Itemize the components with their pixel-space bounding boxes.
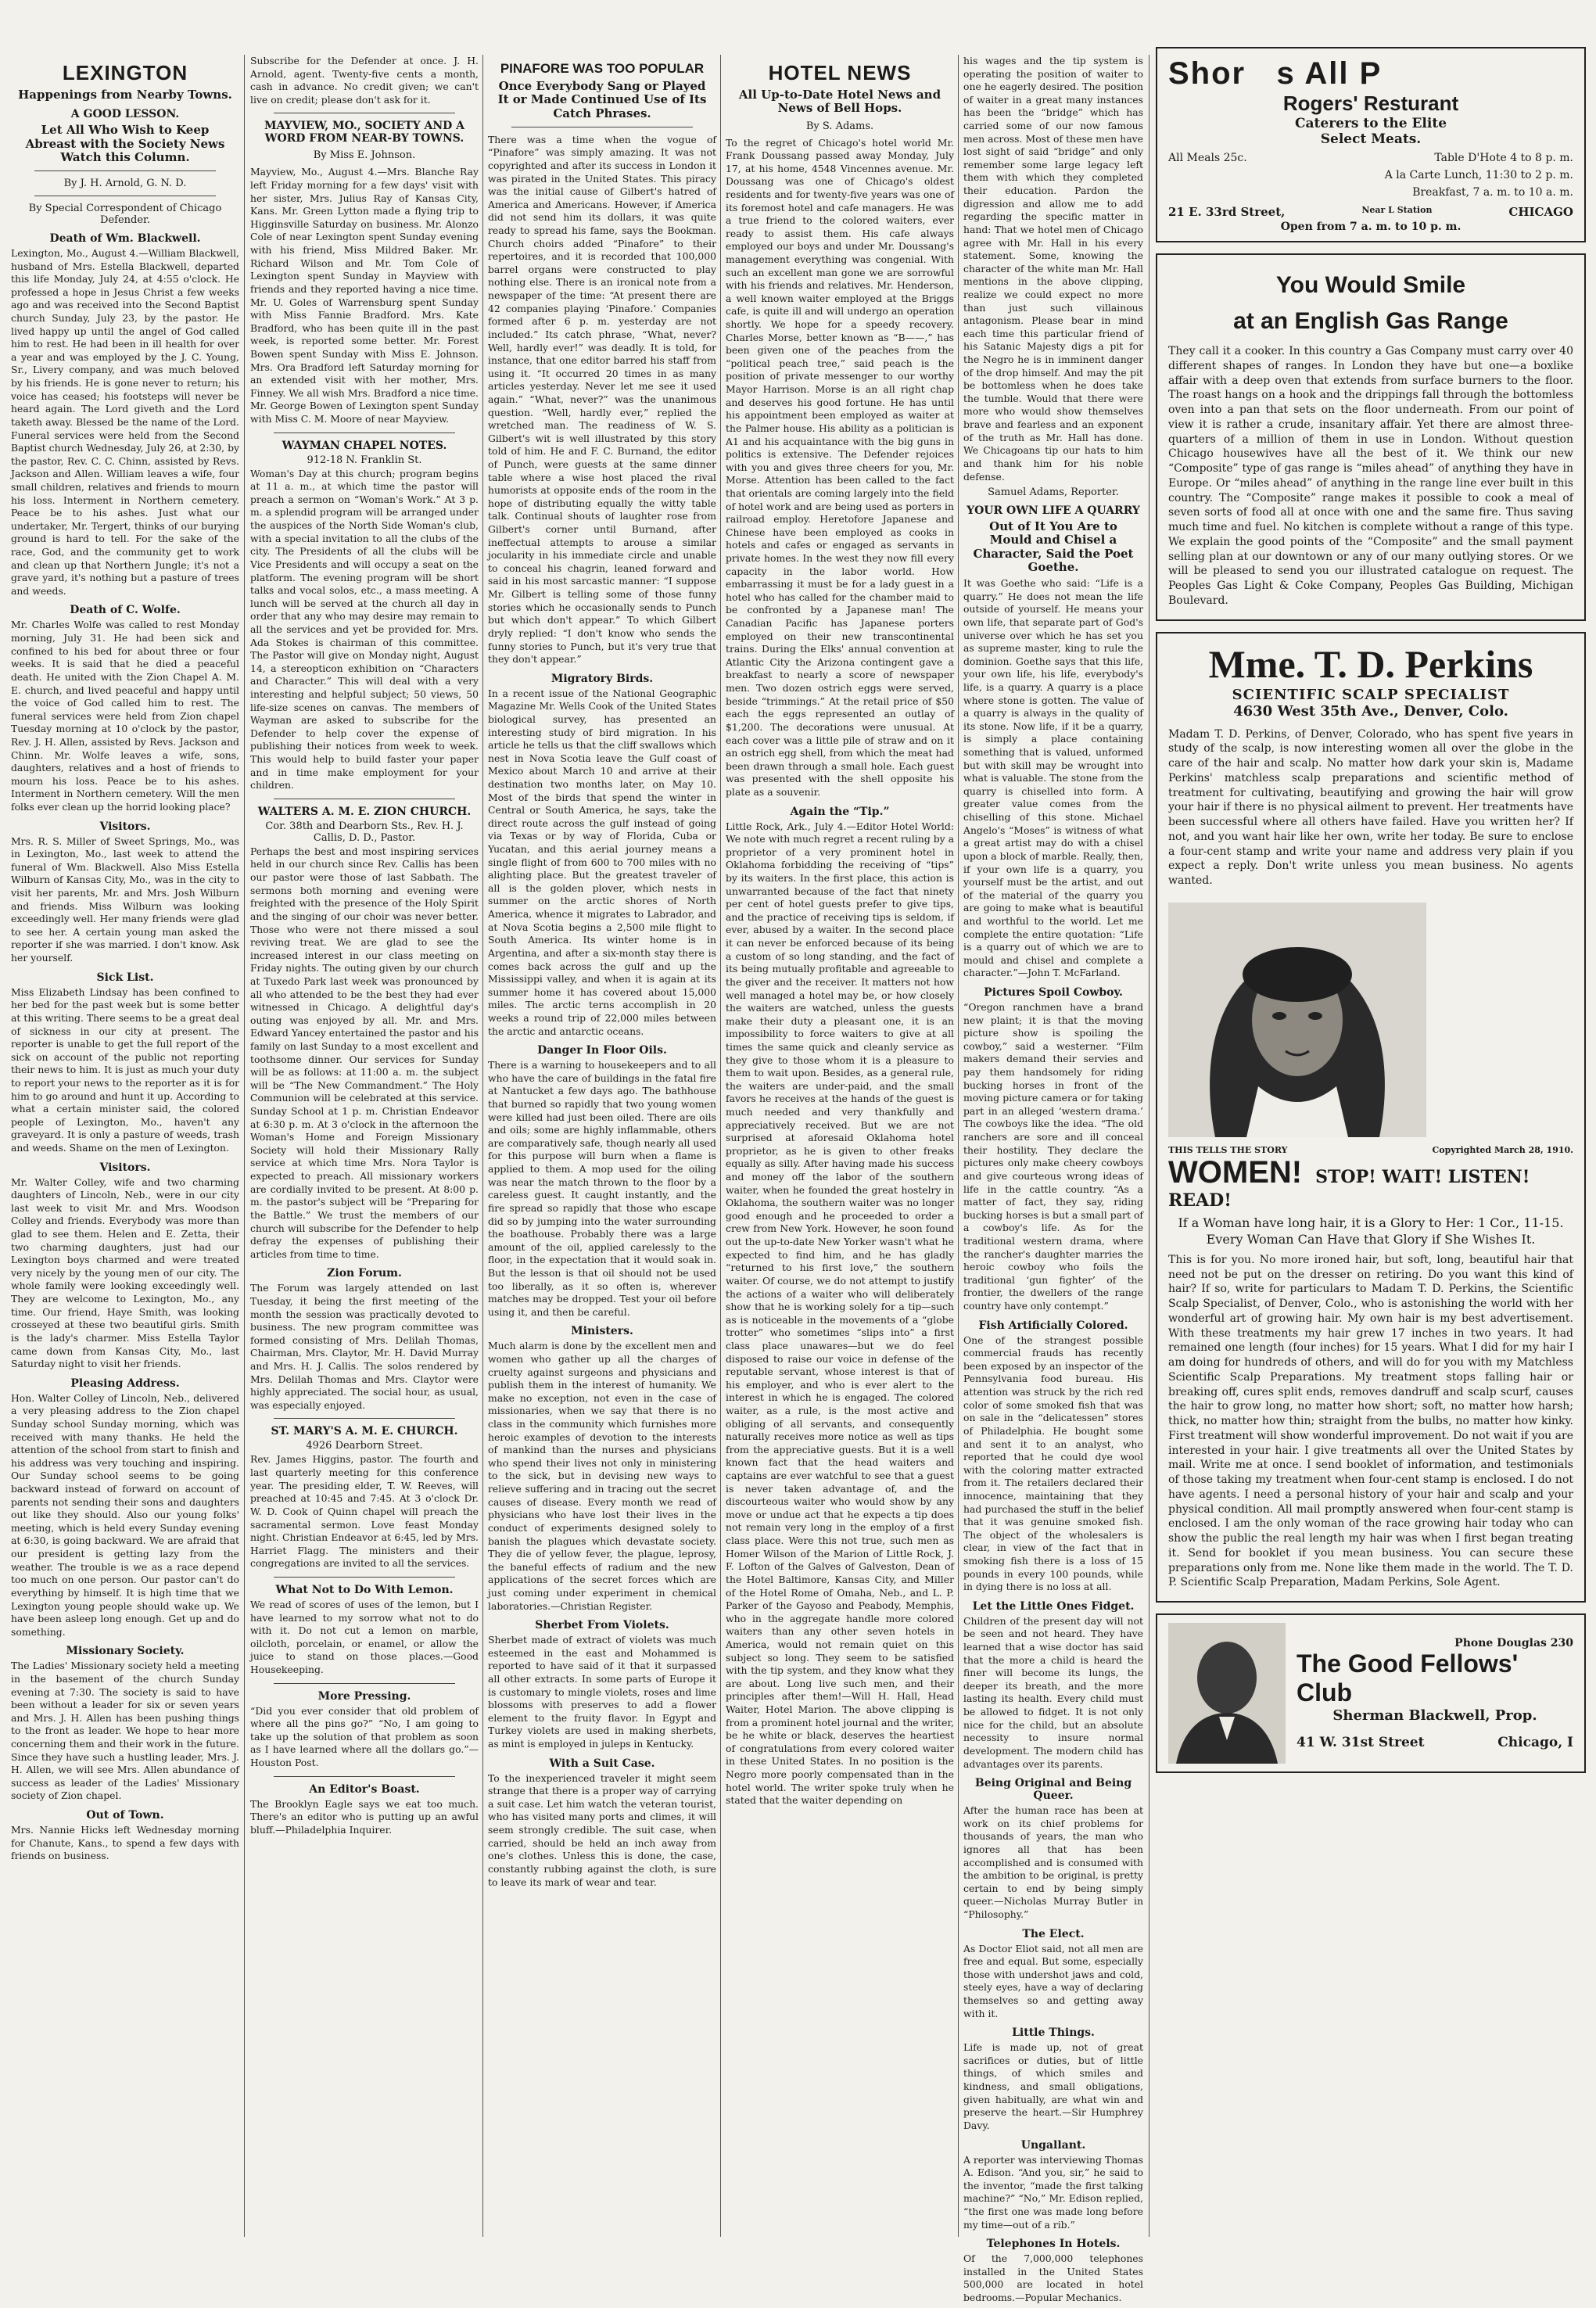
article-title: Death of Wm. Blackwell. xyxy=(49,232,201,245)
article-title: Death of C. Wolfe. xyxy=(70,604,181,617)
article-body: his wages and the tip system is operating the position of waiter to one he eagerly desired. The position of waiter in a great many instances has been the “bridge” which has carried some of our now famous men across. Most of these men have lost sight of said “bridge” and only remember some large legacy left them with which they completed their education. Pardon the digression and allow me to add regarding the specific matter in hand: That we hotel men of Chicago agree with Mr. Hall in his every statement. Some, knowing the character of the white man Mr. Hall mentions in the above clipping, realize we could expect no more than just such villainous antagonism. Please bear in mind each time this particular friend of his Satanic Majesty digs a pit for the Negro he is in imminent danger of the drop himself. And may the pit be bottomless when he does take the tumble. Would that there were more who would show themselves brave and fearless and an exponent of the truth as Mr. Hall has done. We Chicagoans tip our hats to him and thank him for his noble defense. xyxy=(963,55,1143,483)
article-title: More Pressing. xyxy=(317,1689,411,1703)
ad-headline: Shor s All P xyxy=(1168,56,1383,91)
article-body: In a recent issue of the National Geographic Magazine Mr. Wells Cook of the United States biological survey, has presented an interesting study of bird migration. In his article he tells us that the cliff swallows which nest in Nova Scotia leave the Gulf coast of Mexico about March 10 and arrive at their destination two months later, on May 10. Most of the birds that spend the winter in Central or South America, he says, take the direct route across the gulf instead of going via Texas or by way of Florida, Cuba or Yucatan, and this aerial journey means a single flight of from 600 to 700 miles with no alighting place. But the greatest traveler of all is the golden plover, which nests in summer on the arctic shores of North America, whence it migrates to Labrador, and at Nova Scotia begins a 2,500 mile flight to South America. Its winter home is in Argentina, and after a six-month stay there is comes back across the gulf and up the Mississippi valley, and when it is again at its summer home it has covered about 15,000 miles. The arctic terns accomplish in 20 weeks a round trip of 22,000 miles between the arctic and antarctic oceans. xyxy=(488,687,716,1037)
column-rule xyxy=(958,55,959,2237)
ad-body: They call it a cooker. In this country a Gas Company must carry over 40 different shapes of ranges. In London they have but one—a boxlike affair with a deep oven that extends from surface burners to the floor. The roast hangs on a hook and the drippings fall through the bottomless oven into a pan that sets on the floor underneath. From our point of view it is rather a crude, insanitary affair. Yet there are almost three-quarters of a million of them in use in London. Without question Chicago housewives have all the best of it. We think our new “Composite” type of gas range is “miles ahead” of anything they have in Europe. Or “miles ahead” of anything in the range line ever built in this country. The “Composite” range makes it possible to cook a meal of seven sorts of food all at once with one and the same fire. Thus saving much time and fuel. No kitchen is complete without a range of this type. We explain the good points of the “Composite” and the small payment selling plan at our downtown or any of our many outlying stores. Or we will be pleased to send you our illustrated catalogue on request. The Peoples Gas Light & Coke Company, Peoples Gas Building, Michigan Boulevard. xyxy=(1168,345,1573,607)
byline: By S. Adams. xyxy=(805,120,874,132)
article-body: Sherbet made of extract of violets was much esteemed in the east and Mohammed is reported to have said of it that it surpassed all other extracts. In some parts of Europe it is customary to mingle violets, roses and lime blossoms with preserves to add a flower element to the fruity flavor. In Egypt and Turkey violets are used in making sherbets, as mint is employed in juleps in Kentucky. xyxy=(488,1634,716,1750)
article-title: WAYMAN CHAPEL NOTES. xyxy=(282,439,447,452)
article-title: Missionary Society. xyxy=(66,1645,185,1658)
divider xyxy=(274,1577,455,1578)
headline-pinafore: PINAFORE WAS TOO POPULAR xyxy=(500,61,705,76)
article-title: Little Things. xyxy=(1012,2026,1095,2040)
article-title: An Editor's Boast. xyxy=(309,1782,420,1796)
article-body: The Forum was largely attended on last Tuesday, it being the first meeting of the month the session was practically devoted to business. The new program committee was formed consisting of Mrs. Delilah Thomas, Chairman, Mrs. Claytor, Mr. H. David Murray and Mrs. H. J. Callis. The solos rendered by Mrs. Delilah Thomas and Mrs. Claytor were highly appreciated. The social hour, as usual, was especially enjoyed. xyxy=(250,1282,479,1411)
address: 4926 Dearborn Street. xyxy=(306,1440,423,1452)
byline: By Miss E. Johnson. xyxy=(313,149,416,162)
column-society xyxy=(250,55,479,1840)
ad-perkins-scalp xyxy=(1156,632,1586,1603)
column-rule xyxy=(720,55,721,2237)
article-title: Being Original and Being Queer. xyxy=(974,1777,1132,1803)
deck-happenings: Happenings from Nearby Towns. xyxy=(18,88,232,102)
article-body: As Doctor Eliot said, not all men are free and equal. But some, especially those with undershot jaws and cold, steely eyes, have a way of declaring themselves so and getting away with it. xyxy=(963,1942,1143,2019)
headline-hotel-news: HOTEL NEWS xyxy=(768,61,912,84)
article-title: What Not to Do With Lemon. xyxy=(275,1583,454,1596)
scripture-line: If a Woman have long hair, it is a Glory to Her: 1 Cor., 11-15. xyxy=(1178,1215,1564,1230)
ad-phone: Phone Douglas 230 xyxy=(1454,1636,1573,1649)
ad-tagline: Caterers to the Elite xyxy=(1294,116,1447,131)
subscribe-note: Subscribe for the Defender at once. J. H. Arnold, agent. Twenty-five cents a month, cash in advance. No credit given; we can't live on credit; please don't ask for it. xyxy=(250,55,479,106)
article-title: Ungallant. xyxy=(1020,2138,1086,2152)
divider xyxy=(274,1683,455,1684)
article-body: Much alarm is done by the excellent men and women who gather up all the charges of cruelty against surgeons and physicians and publish them in the interest of humanity. We make no exception, not even in the case of missionaries, when we say that there is no class in the community which furnishes more heroic examples of devotion to the interests of mankind than the nurses and physicians who spend their lives not only in ministering to the sick, but in devising new ways to relieve suffering and in tracing out the secret causes of disease. Every month we read of physicians who have lost their lives in the conduct of experiments designed solely to banish the plagues which devastate society. They die of yellow fever, the plague, leprosy, the baneful effects of radium and the new applications of the secret forces which are just coming under experiment in chemical laboratories.—Christian Register. xyxy=(488,1340,716,1612)
portrait-image xyxy=(1168,903,1426,1137)
article-title: Visitors. xyxy=(99,1161,151,1174)
article-title: YOUR OWN LIFE A QUARRY xyxy=(967,504,1140,518)
article-body: Woman's Day at this church; program begins at 11 a. m., at which time the pastor will preach a sermon on “Woman's Work.” At 3 p. m. a splendid program will be arranged under the auspices of the North Side Woman's club, with a special invitation to all the clubs of the city. The Presidents of all the clubs will be Vice Presidents and will occupy a seat on the platform. The evening program will be short talks and vocal solos, etc., a mass meeting. A lunch will be served at the church all day in order that any who may desire may remain to all the services and yet be provided for. Mrs. Ada Stokes is chairman of this committee. The Pastor will give on Monday night, August 14, a stereopticon exhibition on “Characters and Character.” This will deal with a very interesting and helpful subject; 50 views, 50 life-size scenes on canvas. The members of Wayman are asked to subscribe for the Defender to help cover the expense of publishing their notices from week to week. This would help to build faster your paper and in time make employment for your children. xyxy=(250,467,479,791)
article-body: One of the strangest possible commercial frauds has recently been exposed by an inspector of the Pennsylvania food bureau. His attention was struck by the rich red color of some smoked fish that was on sale in the “delicatessen” stores of Philadelphia. He bought some and sent it to an analyst, who reported that he could dye wool with the coloring matter extracted from it. The retailers declared their innocence, maintaining that they had purchased the stuff in the belief that it was genuine smoked fish. The object of the wholesalers is clear, in view of the fact that in smoking fish there is a loss of 15 pounds in every 100 pounds, while in dying there is no loss at all. xyxy=(963,1333,1143,1593)
image-caption: THIS TELLS THE STORY Copyrighted March 28, 1910. xyxy=(1168,1144,1573,1155)
article-body: Mr. Charles Wolfe was called to rest Monday morning, July 31. He had been sick and confined to his bed for about three or four weeks. It is said that he died a peaceful death. He united with the Zion Chapel A. M. E. church, and lived peaceful and happy until the voice of God called him to rest. The funeral services were held from Zion chapel Tuesday morning at 10 o'clock by the pastor, Rev. J. H. Allen, assisted by Revs. Jackson and Chinn. Mr. Wolfe leaves a wife, sons, daughters, relatives and a host of friends to mourn his loss. Peace be to his ashes. Interment in Northern cemetery. Will the men folks ever clean up the horrid looking place? xyxy=(11,619,239,813)
article-body: Mrs. Nannie Hicks left Wednesday morning for Chanute, Kans., to spend a few days with friends on business. xyxy=(11,1824,239,1862)
column-rule xyxy=(244,55,245,2237)
article-body: The Brooklyn Eagle says we eat too much. There's an editor who is putting up an awful bluff.—Philadelphia Inquirer. xyxy=(250,1797,479,1836)
article-body: There was a time when the vogue of “Pinafore” was simply amazing. It was not copyrighted and after its success in London it was pirated in the United States. This piracy was the initial cause of Gilbert's hatred of America and Americans. However, if America did not send him its dollars, it was quite ready to spread his fame, says the Bookman. Church choirs added “Pinafore” to their repertoires, and it is recorded that 100,000 barrel organs were constructed to play nothing else. There is an ironical note from a newspaper of the time: “At present there are 42 companies playing ‘Pinafore.’ Companies formed after 6 p. m. yesterday are not included.” Its catch phrase, “What, never? Well, hardly ever!” was deadly. It is told, for instance, that one editor barred his staff from using it. “It occurred 20 times in as many articles yesterday. Never let me see it used again.” “What, never?” was the unanimous question. “Well, hardly ever,” replied the wretched man. The readiness of W. S. Gilbert's wit is well illustrated by this story told of him. He and F. C. Burnand, the editor of Punch, were guests at the same dinner table where a wise host placed the rival humorists at opposite ends of the room in the hope of distributing equally the witty table talk. Continual shouts of laughter rose from Gilbert's corner until Burnand, after ineffectual attempts to arouse a similar jocularity in his immediate circle and unable to conceal his chagrin, leaned forward and said in his most sarcastic manner: “I suppose Mr. Gilbert is telling some of those funny stories which he occasionally sends to Punch but which don't appear.” To which Gilbert dryly replied: “I don't know who sends the funny stories to Punch, but it's very true that they don't appear.” xyxy=(488,133,716,666)
column-pinafore xyxy=(488,55,716,1892)
article-title: MAYVIEW, MO., SOCIETY AND A WORD FROM NEAR-BY TOWNS. xyxy=(264,120,464,145)
deck: Out of It You Are to Mould and Chisel a Character, Said the Poet Goethe. xyxy=(973,519,1134,574)
ad-subtitle: Rogers' Resturant xyxy=(1282,92,1459,115)
section-title-good-lesson: A GOOD LESSON. xyxy=(70,108,180,121)
article-body: A reporter was interviewing Thomas A. Edison. “And you, sir,” he said to the inventor, “made the first talking machine?” “No,” Mr. Edison replied, “the first one was made long before my time—out of a rib.” xyxy=(963,2153,1144,2231)
article-body: Mrs. R. S. Miller of Sweet Springs, Mo., was in Lexington, Mo., last week to attend the funeral of Wm. Blackwell. Also Miss Estella Wilburn of Kansas City, Mo., was in the city to visit her parents, Mr. and Mrs. Josh Wilburn and friends. Miss Wilburn was looking exceedingly well. Her many friends were glad to see her. A certain young man asked the reporter if she was married. I don't know. Ask her yourself. xyxy=(11,835,239,964)
article-title: Migratory Birds. xyxy=(551,672,654,685)
article-title: Danger In Floor Oils. xyxy=(537,1044,667,1057)
correspondent-note: By Special Correspondent of Chicago Defender. xyxy=(28,203,222,226)
article-title: ST. MARY'S A. M. E. CHURCH. xyxy=(271,1425,458,1438)
article-title: Visitors. xyxy=(99,820,151,833)
ad-meal-row: Breakfast, 7 a. m. to 10 a. m. xyxy=(1412,186,1573,199)
ad-address: 21 E. 33rd Street, Near L Station CHICAGO xyxy=(1168,205,1573,219)
address: 912-18 N. Franklin St. xyxy=(307,454,422,466)
column-rule xyxy=(482,55,483,2237)
column-lexington xyxy=(11,55,239,1866)
article-body: To the inexperienced traveler it might seem strange that there is a proper way of carrying a suit case. Let him watch the veteran tourist, who has visited many ports and climes, it will seem strongly credible. The suit case, when carried, should be held an inch away from one's clothes. Unless this is done, the case, constantly rubbing against the cloth, is sure to leave its mark of wear and tear. xyxy=(488,1771,716,1888)
article-title: Sherbet From Violets. xyxy=(535,1619,669,1632)
article-body: “Oregon ranchmen have a brand new plaint; it is that the moving picture show is spoiling the cowboy,” said a westerner. “Film makers demand their servies and pay them handsomely for riding bucking horses in front of the moving picture camera or for taking part in an alleged ‘western drama.’ The cowboys like the idea. “The old ranchers are sore and ill conceal their hostility. They declare the pictures only make cheery cowboys and give courteous wrong ideas of life in the cattle country. “As a matter of fact, they say, riding bucking horses is but a small part of a cowboy's life. As for the traditional western drama, where the rancher's daughter marries the heroic cowboy who foils the traditional ‘gun fighter’ of the frontier, the dwellers of the range country have only contempt.” xyxy=(963,1001,1143,1312)
article-body: Mr. Walter Colley, wife and two charming daughters of Lincoln, Neb., were in our city last week to visit Mr. and Mrs. Woodson Colley and friends. Everybody was more than glad to see them. Helen and E. Zetta, their two charming daughters, just had our Lexington boys charmed and were treated very nicely by the young men of our city. The whole family were looking exceedingly well. They are welcome to Lexington, Mo., any time. Our friend, Haye Smith, was looking crosseyed at these two beautiful girls. Smith is the lady's charmer. Miss Estella Taylor came down from Kansas City, Mo., last Saturday night to visit her friends. xyxy=(11,1176,239,1370)
byline: By J. H. Arnold, G. N. D. xyxy=(63,178,187,189)
ad-address: 4630 West 35th Ave., Denver, Colo. xyxy=(1233,702,1508,720)
ad-callout: WOMEN! STOP! WAIT! LISTEN! READ! xyxy=(1168,1154,1530,1211)
article-body: There is a warning to housekeepers and to all who have the care of buildings in the fatal fire at Nantucket a few days ago. The bathhouse that burned so rapidly that two young women were killed had just been oiled. There are oils and oils; some are highly inflammable, others are comparatively safe, though nearly all used for this purpose will burn when a flame is applied to them. A mop used for the oiling was near the match thrown to the floor by a careless guest. It caught instantly, and the fire spread so rapidly that those who escape did so by jumping into the water surrounding the boathouse. Probably there was a large amount of the oil, applied carelessly to the floor, in the expectation that it would soak in. But the lesson is that oil should not be used too liberally, as it so often is, wherever matches may be dropped. Test your oil before using it, and then be careful. xyxy=(488,1059,716,1318)
divider xyxy=(274,1418,455,1419)
divider xyxy=(34,170,216,171)
headline-lexington: LEXINGTON xyxy=(62,61,188,84)
article-body: Mayview, Mo., August 4.—Mrs. Blanche Ray left Friday morning for a few days' visit with her sister, Mrs. Julius Ray of Kansas City, Kans. Mr. Green Lytton made a flying trip to Higginsville Saturday on business. Mr. Alonzo Cole of near Lexington spent Sunday evening with his friend, Miss Mildred Baker. Mr. Richard Wilson and Mr. Tom Cole of Lexington spent Sunday in Mayview with friends and they reported having a nice time. Mr. U. Goles of Warrensburg spent Sunday with Miss Fannie Bradford. Mrs. Kate Bradford, who has been quite ill in the past week, is reported some better. Mr. Forest Bowen spent Sunday with Miss E. Johnson. Mrs. Ora Bradford left Saturday morning for an extended visit with her mother, Mrs. Finney. We all wish Mrs. Bradford a nice time. Mr. George Bowen of Lexington spent Sunday with Miss C. M. Moore of near Mayview. xyxy=(250,166,479,425)
article-body: Little Rock, Ark., July 4.—Editor Hotel World: We note with much regret a recent ruling by a proprietor of a very prominent hotel in Oklahoma forbidding the receiving of “tips” by its waiters. In the first place, this action is unwarranted because of the fact that ninety per cent of hotel guests prefer to give tips, and the practice of receiving tips is seldom, if ever, abused by a waiter. In the second place it can never be enforced because of its being a custom of so long standing, and the fact of its being mutually profitable and agreeable to the giver and the receiver. It matters not how well managed a hotel may be, or how closely the waiters are watched, unless the guests make their duty a pleasant one, it is an impossibility to force waiters to give at all times the same quick and cleanly service as they give to those whom it is a pleasure to them to wait upon. Besides, as a general rule, the waiters are under-paid, and the small favors he receives at the hands of the guest is much needed and very thankfully and appreciatively received. But we are not surprised at aforesaid Oklahoma hotel proprietor, as he is given to other freaks equally as silly. After having made his success and money off the labor of the southern waiter, when he founded the great hostelry in Oklahoma, the southern waiter was no longer good enough and he proceeded to order a crew from New York. However, he soon found out the up-to-date New Yorker wasn't what he expected to find him, and he has gladly “returned to his first love,” the southern waiter. Of course, we do not attempt to justify the actions of a waiter who will deliberately show that he is working solely for a tip—such as is noticeable in the movements of a “globe trotter” who sometimes “slips into” a first class place unawares—but we do feel disposed to raise our voice in defense of the reputable servant, whose interest is that of his employer, and who is ever alert to the interest in which he is engaged. The colored waiter, as a rule, is the most active and obliging of all servants, and consequently naturally receives more notice as well as tips from the appreciative guests. But it is a well known fact that the head waiters and captains are ever watchful to see that a guest is never taken advantage of, and the discourteous waiter who would show by any move or undue act that he expects a tip does not remain very long in the employ of a first class place. Were this not true, such men as Homer Wilson of the Marion of Little Rock, J. F. Lofton of the Galves of Galveston, Dean of the Hotel Baltimore, Kansas City, and Miller of the Hotel Rome of Omaha, Neb., and L. P. Parker of the Gayoso and Peabody, Memphis, who in the aggregate handle more colored waiters than any other seven hotels in America, would not remain quiet on this subject so long. They seem to be satisfied with the tip system, and they know what they are about. Long live such men, and their principles after them!—Will H. Hall, Head Waiter, Hotel Marion. The above clipping is from a prominent hotel journal and the writer, be he white or black, deserves the heartiest of congratulations from every colored waiter in these United States. In no position is the Negro more poorly compensated than in the hotel world. The writer spoke truly when he stated that the waiter depending on xyxy=(726,820,954,1807)
ad-headline: You Would Smile xyxy=(1275,272,1466,298)
column-hotel-news xyxy=(726,55,954,1811)
address: Cor. 38th and Dearborn Sts., Rev. H. J. Callis, D. D., Pastor. xyxy=(265,820,464,844)
divider xyxy=(274,1776,455,1777)
ad-headline: at an English Gas Range xyxy=(1233,308,1508,334)
article-body: Children of the present day will not be seen and not heard. They have learned that a wise doctor has said that the more a child is heard the finer will become its lungs, the deeper its breath, and the more lasting its health. Every child must be allowed to fidget. It is not only nice for the child, but an absolute necessity to insure normal development. The modern child has advantages over its parents. xyxy=(963,1614,1143,1770)
ad-rogers-restaurant xyxy=(1156,47,1586,242)
ad-body: Madam T. D. Perkins, of Denver, Colorado, who has spent five years in study of the scalp, is now interesting women all over the globe in the care of the hair and scalp. No matter how dark your skin is, Madame Perkins' matchless scalp preparations and scientific method of treatment for cultivating, beautifying and growing the hair will grow your hair if there is no physical ailment to prevent. Her treatments have been successful where all others have failed. Have you written her? If not, and you want hair like her own, write her today. Be sure to enclose a four-cent stamp and write your name and address very plain if you expect a reply. Don't write unless you mean business. No agents wanted. xyxy=(1168,727,1573,887)
deck: All Up-to-Date Hotel News and News of Bell Hops. xyxy=(738,88,941,116)
article-body: Perhaps the best and most inspiring services held in our church since Rev. Callis has been our pastor were those of last Sabbath. The sermons both morning and evening were freighted with the presence of the Holy Spirit and the singing of our choir was never better. Those who were not there missed a soul reviving treat. We are glad to see the increased interest in our class meeting on Friday nights. The outing given by our church at Tuxedo Park last week was pronounced by all who attended to be the best they had ever witnessed in Chicago. A delightful day's outing was enjoyed by all. Mr. and Mrs. Edward Yancey entertained the pastor and his family on last Sunday to a most excellent and toothsome dinner. Our services for Sunday will be as follows: at 11:00 a. m. the subject will be “The New Commandment.” The Holy Communion will be celebrated at this service. Sunday School at 1 p. m. Christian Endeavor at 6:30 p. m. At 3 o'clock in the afternoon the Woman's Home and Foreign Missionary Society will hold their Missionary Rally service at which time Mrs. Nora Taylor is expected to preach. All missionary workers are cordially invited to be present. At 8:00 p. m. the pastor's subject will be “Preparing for the Battle.” We trust the members of our church will subscribe for the Defender to help defray the expenses of publishing their articles from time to time. xyxy=(250,845,479,1260)
article-body: Lexington, Mo., August 4.—William Blackwell, husband of Mrs. Estella Blackwell, departed this life Monday, July 24, at 4:55 o'clock. He professed a hope in Jesus Christ a few weeks ago and was received into the Second Baptist church Sunday, July 23, by the pastor. He lived happy up until the angel of God called him to rest. He had been in ill health for over a year and was employed by the J. C. Young, Sr., Livery company, and was much beloved by his friends. He is gone never to return; his voice has ceased; his footsteps will never be heard again. The Lord giveth and the Lord taketh away. Blessed be the name of the Lord. Funeral services were held from the Second Baptist church Wednesday, July 26, at 2:30, by the pastor, Rev. C. C. Chinn, assisted by Revs. Jackson and Allen. William leaves a wife, four small children, relatives and friends to mourn his loss. Interment in Northern cemetery. Peace be to his ashes. Just what our undertaker, Mr. Tergert, thinks of our burying ground is hard to tell. For the sake of the race, God, and the community get to work and clean up that Northern Jungle; it's not a grave yard, it's nothing but a pasture of trees and weeds. xyxy=(11,247,239,597)
article-title: Fish Artificially Colored. xyxy=(978,1319,1128,1332)
article-title: Pictures Spoil Cowboy. xyxy=(984,986,1123,999)
ad-tagline: Select Meats. xyxy=(1320,131,1422,147)
reporter-signature: Samuel Adams, Reporter. xyxy=(988,486,1119,499)
article-body: Miss Elizabeth Lindsay has been confined to her bed for the past week but is some better at this writing. There seems to be a great deal of sickness in our city at present. The reporter is unable to get the full report of the sick on account of the public not reporting their news to him. It is just as much your duty to report your news to the reporter as it is for him to go around and hunt it up. According to what a certain minister said, the colored people of Lexington, Mo., haven't any graveyard. It is only a pasture of weeds, trash and weeds. Shame on the men of Lexington. xyxy=(11,985,239,1154)
ad-body: This is for you. No more ironed hair, but soft, long, beautiful hair that need not be put on the dresser on retiring. Do you want this kind of hair? If so, write for particulars to Madam T. D. Perkins, the Scientific Scalp Specialist, of Denver, Colo., who is astonishing the world with her wonderful art of growing hair. My own hair is my best advertisement. With these treatments my hair grew 17 inches in two years. It had remained one length (four inches) for 15 years. What I did for my hair I am doing for hundreds of others, and will do for you with my Matchless Scientific Scalp Preparations. My treatment stops falling hair or breaking off, cures split ends, removes dandruff and scalp scurf, causes the hair to grow long, no matter how short; soft, no matter how harsh; thick, no matter how thin; straight from the bulbs, no matter how kinky. First treatment will show wonderful improvement. Do not wait if you are interested in your hair. I give treatments all over the United States by mail. Write me at once. I send booklet of information, and testimonials of those taking my treatment when four-cent stamp is enclosed. I do not have agents. I need a personal history of your hair and scalp and your physical condition. All mail promptly answered when four-cent stamp is enclosed. I am the only woman of the race growing hair today who can show the public the real length my hair was when I first began treating it. Send for booklet if you mean business. You can secure these preparations only from me. None like them made in the world. The T. D. P. Scientific Scalp Preparation, Madam Perkins, Sole Agent. xyxy=(1168,1253,1573,1589)
ad-slogan: Every Woman Can Have that Glory if She Wishes It. xyxy=(1206,1231,1536,1247)
article-title: Telephones In Hotels. xyxy=(986,2238,1121,2251)
ad-hours: Open from 7 a. m. to 10 p. m. xyxy=(1280,221,1462,233)
article-title: Sick List. xyxy=(96,971,154,984)
advertisement-column xyxy=(1156,47,1586,1784)
article-title: With a Suit Case. xyxy=(549,1757,655,1770)
portrait-image xyxy=(1168,1623,1286,1764)
article-body: It was Goethe who said: “Life is a quarry.” He does not mean the life outside of yourself. He means your own life, that separate part of God's universe over which he has set you as supreme master, king to rule the dominion. Goethe says that this life, your own life, his life, everybody's life, is a quarry. A quarry is a place where stone is gotten. The value of a quarry is always in the quality of its stone. Now life, if it be a quarry, is simply a place containing something that is valued, unformed but with skill may be wrought into what is valuable. The stone from the quarry is chiselled into form. A greater value comes from the chiselling of this stone. Michael Angelo's “Moses” is witness of what a great artist may do with a chisel upon a block of marble. Really, then, if your own life is a quarry, you yourself must be the artist, and out of the material of the quarry you are going to make what is beautiful and worthful to the world. Let me complete the entire quotation: “Life is a quarry out of which we are to mould and chisel and complete a character.”—John T. McFarland. xyxy=(963,577,1143,979)
article-title: Again the “Tip.” xyxy=(790,805,890,818)
article-title: Ministers. xyxy=(571,1325,633,1338)
ad-subtitle: Sherman Blackwell, Prop. xyxy=(1332,1707,1537,1724)
article-body: Hon. Walter Colley of Lincoln, Neb., delivered a very pleasing address to the Zion chapel Sunday school Sunday morning, which was received with many thanks. He held the attention of the school from start to finish and his address was very touching and inspiring. Our Sunday school seems to be going backward instead of forward on account of parents not sending their sons and daughters out like they should. Also our young folks' meeting, which is held every Sunday evening at 6:30, is going backward. We are afraid that our president is getting lazy from the weather. The trouble is we as a race depend too much on one person. Our pastor can't do everything by himself. It is high time that we Lexington young people should wake up. We have been asleep long enough. Get up and do something. xyxy=(11,1391,239,1638)
ad-gas-range xyxy=(1156,253,1586,621)
article-body: Rev. James Higgins, pastor. The fourth and last quarterly meeting for this conference year. The presiding elder, T. W. Reeves, will preached at 10:45 and 7:45. At 3 o'clock Dr. W. D. Cook of Quinn chapel will preach the sacramental sermon. Love feast Monday night. Christian Endeavor at 6:45, led by Mrs. Harriet Flagg. The ministers and their congregations are invited to all the services. xyxy=(250,1453,479,1570)
ad-meal-row: A la Carte Lunch, 11:30 to 2 p. m. xyxy=(1384,169,1573,181)
article-title: The Elect. xyxy=(1022,1927,1085,1940)
column-misc xyxy=(963,55,1143,2308)
article-body: We read of scores of uses of the lemon, but I have learned to my sorrow what not to do with it. Do not cut a lemon on marble, oilcloth, porcelain, or enamel, or allow the juice to stand on those places.—Good Housekeeping. xyxy=(250,1598,479,1675)
ad-headline: Mme. T. D. Perkins xyxy=(1208,641,1533,686)
article-title: Let the Little Ones Fidget. xyxy=(972,1599,1135,1613)
deck: Once Everybody Sang or Played It or Made Continued Use of Its Catch Phrases. xyxy=(497,79,707,120)
ad-address: 41 W. 31st Street Chicago, I xyxy=(1297,1734,1573,1750)
article-body: “Did you ever consider that old problem of where all the pins go?” “No, I am going to take up the solution of that problem as soon as I have learned where all the dollars go.”—Houston Post. xyxy=(250,1704,479,1769)
ad-subtitle: SCIENTIFIC SCALP SPECIALIST xyxy=(1232,686,1510,703)
article-body: To the regret of Chicago's hotel world Mr. Frank Doussang passed away Monday, July 17, at his home, 4548 Vincennes avenue. Mr. Doussang was one of Chicago's oldest residents and for twenty-five years was one of its foremost hotel and cafe managers. He was a true friend to the colored waiters, ever ready to assist them. His cafe always employed our boys and under Mr. Doussang's management everything was congenial. With such an excellent man gone we are sorrowful with his friends and relatives. Mr. Henderson, a well known waiter employed at the Briggs cafe, is quite ill and will undergo an operation shortly. We hope for a speedy recovery. Charles Morse, better known as “B——,” has been given one of the peaches from the “political peach tree,” said peach is the position of private messenger to our worthy Mayor Harrison. Morse is an all right chap and deserves his good fortune. He has until his appointment been employed as waiter at the Palmer house. His ability as a politician is A1 and his acquaintance with the big guns in politics is extensive. The Defender rejoices with you and gives three cheers for you, Mr. Morse. Attention has been called to the fact that orientals are coming largely into the field of hotel work and are being used as porters in railroad employ. Heretofore Japanese and Chinese have been employed as cooks in hotels and cafes or engaged as servants in private homes. In the west they now fill every capacity in the labor world. How embarrassing it must be for a lady guest in a hotel who has called for the chamber maid to be confronted by a Japanese man! The Canadian Pacific has Japanese porters employed on their new transcontinental trains. During the Elks' annual convention at Atlantic City the Arizona contingent gave a breakfast to nearly a score of newspaper men. Two dozen ostrich eggs were served, beside “trimmings.” At the retail price of $50 each the eggs represented an outlay of $1,200. The decorations were unusual. At each cover was a little pile of straw and on it an ostrich egg shell, from which the meat had been drawn through a small hole. Each guest was presented with the shell opposite his plate as a souvenir. xyxy=(726,136,954,798)
ad-good-fellows-club xyxy=(1156,1613,1586,1773)
article-body: Of the 7,000,000 telephones installed in the United States 500,000 are located in hotel bedrooms.—Popular Mechanics. xyxy=(963,2252,1143,2304)
article-title: Pleasing Address. xyxy=(70,1377,180,1390)
article-title: WALTERS A. M. E. ZION CHURCH. xyxy=(257,805,472,818)
article-title: Zion Forum. xyxy=(327,1267,402,1280)
ad-meal-row: All Meals 25c. Table D'Hote 4 to 8 p. m. xyxy=(1168,152,1573,164)
article-body: After the human race has been at work on its chief problems for thousands of years, the man who ignores all that has been accomplished and is consumed with the ambition to be original, is pretty certain to end by being simply queer.—Nicholas Murray Butler in “Philosophy.” xyxy=(963,1804,1143,1920)
article-title: Out of Town. xyxy=(86,1809,164,1822)
deck-lesson: Let All Who Wish to Keep Abreast with the Society News Watch this Column. xyxy=(25,123,225,164)
ad-headline: The Good Fellows' Club xyxy=(1297,1649,1519,1707)
article-body: The Ladies' Missionary society held a meeting in the basement of the church Sunday evening at 7:30. The society is said to have been without a leader for six or seven years and Mrs. J. H. Allen has been pushing things to the front as leader. We hope to hear more concerning them and their work in the future. Since they have such a hustling leader, Mrs. J. H. Allen, we will see Mrs. Allen abundance of success as leader of the Ladies' Missionary society of Zion chapel. xyxy=(11,1660,239,1802)
article-body: Life is made up, not of great sacrifices or duties, but of little things, of which smiles and kindness, and small obligations, given habitually, are what win and preserve the heart.—Sir Humphrey Davy. xyxy=(963,2041,1143,2131)
